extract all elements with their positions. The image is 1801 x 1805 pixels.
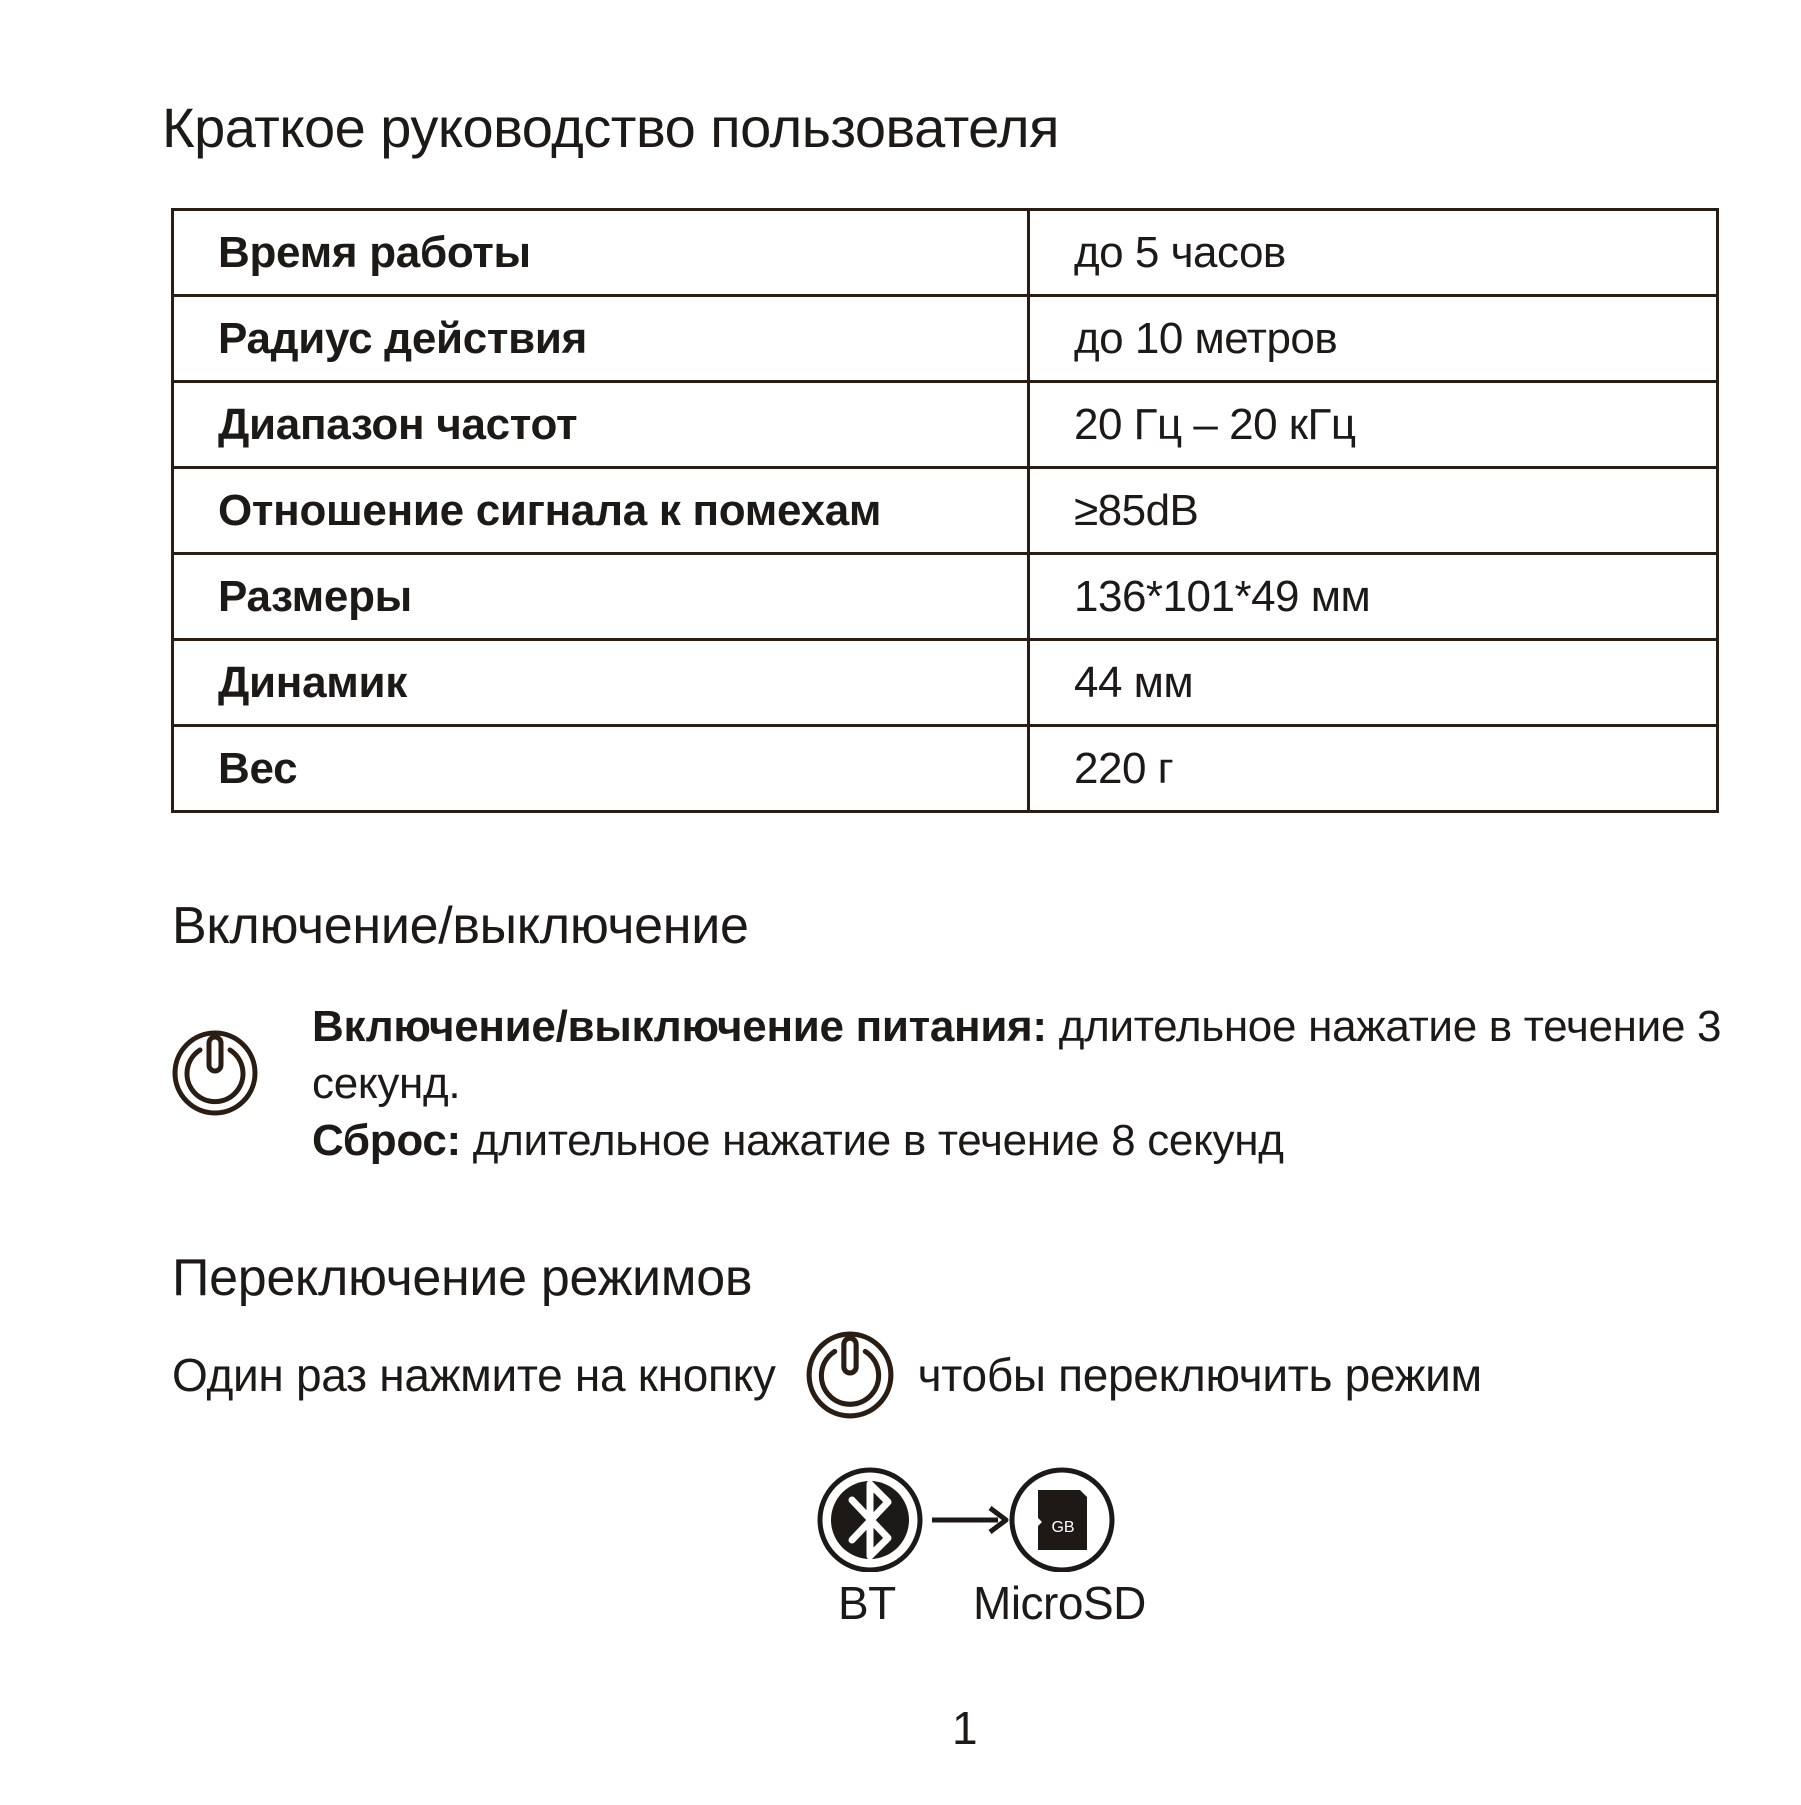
spec-label: Размеры	[173, 554, 1029, 640]
table-row	[173, 554, 1718, 640]
spec-value: 44 мм	[1029, 640, 1718, 726]
spec-label: Вес	[173, 726, 1029, 812]
spec-value: до 5 часов	[1029, 210, 1718, 296]
spec-value: 136*101*49 мм	[1029, 554, 1718, 640]
microsd-card-text: GB	[1051, 1519, 1075, 1536]
spec-label: Время работы	[173, 210, 1029, 296]
mode-label-bt: BT	[838, 1577, 896, 1629]
power-reset-text: длительное нажатие в течение 8 секунд	[460, 1116, 1284, 1165]
spec-label: Динамик	[173, 640, 1029, 726]
mode-instruction-before: Один раз нажмите на кнопку	[172, 1349, 776, 1401]
page-title: Краткое руководство пользователя	[162, 96, 1059, 159]
table-row	[173, 726, 1718, 812]
power-reset-label: Сброс:	[312, 1116, 461, 1165]
table-row	[173, 468, 1718, 554]
page-number: 1	[952, 1702, 978, 1754]
spec-label: Радиус действия	[173, 296, 1029, 382]
spec-value: 20 Гц – 20 кГц	[1029, 382, 1718, 468]
spec-value: до 10 метров	[1029, 296, 1718, 382]
power-reset-line	[312, 1112, 1732, 1169]
table-row	[173, 382, 1718, 468]
power-onoff-text: длительное нажатие в течение 3 секунд.	[312, 1002, 1722, 1108]
microsd-card-icon	[1012, 1470, 1112, 1570]
power-icon	[804, 1329, 896, 1421]
power-instructions	[312, 998, 1732, 1169]
table-row	[173, 210, 1718, 296]
mode-label-microsd: MicroSD	[973, 1577, 1146, 1629]
spec-value: 220 г	[1029, 726, 1718, 812]
power-icon	[170, 1028, 260, 1118]
specs-table	[171, 208, 1719, 813]
spec-value: ≥85dB	[1029, 468, 1718, 554]
table-row	[173, 296, 1718, 382]
mode-instruction-after: чтобы переключить режим	[917, 1349, 1482, 1401]
table-row	[173, 640, 1718, 726]
power-onoff-label: Включение/выключение питания:	[312, 1002, 1047, 1051]
spec-label: Отношение сигнала к помехам	[173, 468, 1029, 554]
mode-instruction	[172, 1330, 1482, 1420]
spec-label: Диапазон частот	[173, 382, 1029, 468]
section-heading-power: Включение/выключение	[172, 897, 749, 955]
bluetooth-icon	[820, 1470, 920, 1570]
arrow-right-icon	[932, 1508, 1006, 1532]
power-onoff-line	[312, 998, 1732, 1112]
section-heading-modes: Переключение режимов	[172, 1249, 753, 1307]
